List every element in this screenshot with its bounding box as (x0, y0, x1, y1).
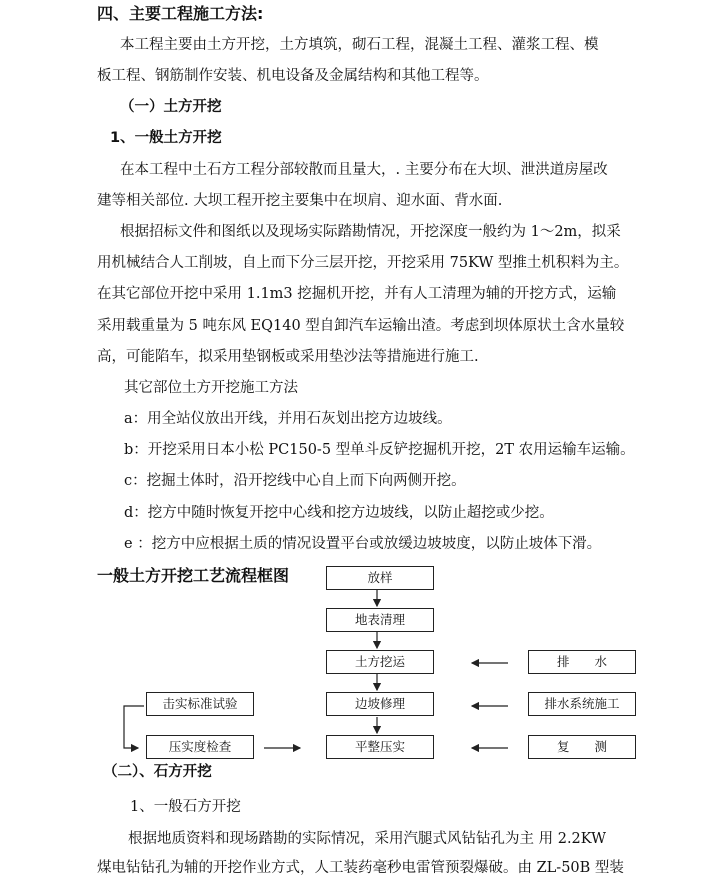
method-item-e: e ：挖方中应根据土质的情况设置平台或放缓边坡坡度，以防止坡体下滑。 (124, 536, 602, 552)
subsection-heading: （一）土方开挖 (120, 99, 222, 115)
paragraph-line: 根据地质资料和现场踏勘的实际情况，采用汽腿式风钻钻孔为主 用 2.2KW (128, 831, 606, 847)
subsection-heading: （二）、石方开挖 (103, 764, 212, 780)
subsubsection-heading: 1、一般石方开挖 (130, 799, 241, 815)
intro-line: 板工程、钢筋制作安装、机电设备及金属结构和其他工程等。 (97, 68, 489, 84)
paragraph-line: 建等相关部位. 大坝工程开挖主要集中在坝肩、迎水面、背水面. (97, 193, 503, 209)
flow-right-drainage-system: 排水系统施工 (528, 692, 636, 716)
flow-right-resurvey: 复 测 (528, 735, 636, 759)
flowchart-title: 一般土方开挖工艺流程框图 (97, 566, 290, 585)
flow-step-setout: 放样 (326, 566, 434, 590)
methods-title: 其它部位土方开挖施工方法 (124, 380, 298, 396)
intro-line: 本工程主要由土方开挖，土方填筑，砌石工程，混凝土工程、灌浆工程、模 (120, 37, 599, 53)
paragraph-line: 高，可能陷车，拟采用垫钢板或采用垫沙法等措施进行施工. (97, 349, 479, 365)
flow-left-density-check: 压实度检查 (146, 735, 254, 759)
loop-connector (124, 706, 144, 748)
subsubsection-heading: 1、一般土方开挖 (110, 130, 222, 146)
paragraph-line: 用机械结合人工削坡，自上而下分三层开挖，开挖采用 75KW 型推土机积料为主。 (97, 255, 629, 271)
flow-step-slope-trim: 边坡修理 (326, 692, 434, 716)
paragraph-line: 煤电钻钻孔为辅的开挖作业方式，人工装药毫秒电雷管预裂爆破。由 ZL-50B 型装 (97, 860, 624, 876)
section-heading: 四、主要工程施工方法: (97, 4, 264, 23)
flow-right-drainage: 排 水 (528, 650, 636, 674)
method-item-b: b：开挖采用日本小松 PC150-5 型单斗反铲挖掘机开挖，2T 农用运输车运输。 (124, 442, 635, 458)
paragraph-line: 根据招标文件和图纸以及现场实际踏勘情况，开挖深度一般约为 1～2m，拟采 (120, 224, 621, 240)
paragraph-line: 采用载重量为 5 吨东风 EQ140 型自卸汽车运输出渣。考虑到坝体原状土含水量较 (97, 318, 625, 334)
flow-step-clearing: 地表清理 (326, 608, 434, 632)
paragraph-line: 在本工程中土石方工程分部较散而且量大，. 主要分布在大坝、泄洪道房屋改 (120, 162, 608, 178)
method-item-a: a：用全站仪放出开线，并用石灰划出挖方边坡线。 (124, 411, 452, 427)
flow-step-excavation: 土方挖运 (326, 650, 434, 674)
flow-left-compaction-test: 击实标准试验 (146, 692, 254, 716)
method-item-d: d：挖方中随时恢复开挖中心线和挖方边坡线，以防止超挖或少挖。 (124, 505, 554, 521)
paragraph-line: 在其它部位开挖中采用 1.1m3 挖掘机开挖，并有人工清理为辅的开挖方式，运输 (97, 286, 617, 302)
flow-step-compaction: 平整压实 (326, 735, 434, 759)
method-item-c: c：挖掘土体时，沿开挖线中心自上而下向两侧开挖。 (124, 473, 466, 489)
